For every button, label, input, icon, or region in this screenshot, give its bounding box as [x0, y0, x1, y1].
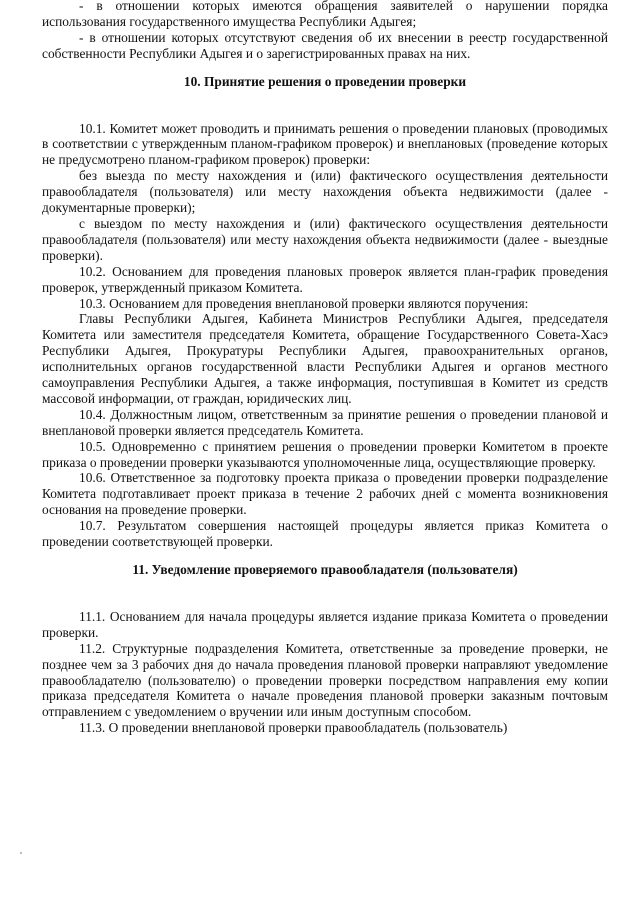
paragraph-11-3: 11.3. О проведении внеплановой проверки правообладатель (пользователь) — [79, 720, 508, 736]
section-11-heading: 11. Уведомление проверяемого правообладателя (пользователя) — [132, 562, 518, 577]
spacer — [42, 578, 608, 609]
paragraph-10-1-documentary: без выезда по месту нахождения и (или) фактического осуществления деятельности правообладателя (пользователя) или месту нахождения объекта недвижимости (далее - документарные проверки); — [42, 168, 608, 216]
scan-artifact-dot — [20, 852, 22, 854]
paragraph-10-4: 10.4. Должностным лицом, ответственным за принятие решения о проведении плановой и внеплановой проверки является председатель Комитета. — [42, 406, 608, 438]
paragraph-10-5: 10.5. Одновременно с принятием решения о проведении проверки Комитетом в проекте приказа о проведении проверки указываются уполномоченные лица, осуществляющие проверку. — [42, 438, 608, 470]
paragraph-10-3: 10.3. Основанием для проведения внеплановой проверки являются поручения: — [79, 295, 529, 311]
spacer — [42, 90, 608, 121]
paragraph-10-7: 10.7. Результатом совершения настоящей процедуры является приказ Комитета о проведении соответствующей проверки. — [42, 518, 608, 550]
paragraph-10-1-onsite: с выездом по месту нахождения и (или) фактического осуществления деятельности правообладателя (пользователя) или месту нахождения объекта недвижимости (далее - выездные проверки). — [42, 215, 608, 263]
paragraph-list-item-violations: - в отношении которых имеются обращения заявителей о нарушении порядка использования государственного имущества Республики Адыгея; — [42, 0, 608, 29]
paragraph-11-1: 11.1. Основанием для начала процедуры является издание приказа Комитета о проведении проверки. — [42, 608, 608, 640]
paragraph-10-2: 10.2. Основанием для проведения плановых проверок является план-график проведения проверок, утвержденный приказом Комитета. — [42, 263, 608, 295]
paragraph-10-3-instructions: Главы Республики Адыгея, Кабинета Министров Республики Адыгея, председателя Комитета или заместителя председателя Комитета, обращение Государственного Совета-Хасэ Республики Адыгея, Прокуратуры Республики Адыгея, правоохранительных органов, исполнительных органов государственной власти Республики Адыгея и органов местного самоуправления Республики Адыгея, а также информация, поступившая в Комитет из средств массовой информации, от граждан, юридических лиц. — [42, 311, 608, 406]
paragraph-10-1: 10.1. Комитет может проводить и принимать решения о проведении плановых (проводимых в соответствии с утвержденным планом-графиком проверок) и внеплановых (проведение которых не предусмотрено планом-графиком проверок) проверки: — [42, 120, 608, 168]
paragraph-10-6: 10.6. Ответственное за подготовку проекта приказа о проведении проверки подразделение Комитета подготавливает проект приказа в течение 2 рабочих дней с момента возникновения основания на проведение проверки. — [42, 470, 608, 518]
paragraph-list-item-no-registry: - в отношении которых отсутствуют сведения об их внесении в реестр государственной собственности Республики Адыгея и о зарегистрированных правах на них. — [42, 29, 608, 61]
paragraph-11-2: 11.2. Структурные подразделения Комитета, ответственные за проведение проверки, не позднее чем за 3 рабочих дня до начала проведения плановой проверки направляют уведомление правообладателю (пользователю) о проведении проверки посредством направления ему копии приказа председателя Комитета о начале проведения плановой проверки заказным почтовым отправлением с уведомлением о вручении или иным доступным способом. — [42, 640, 608, 720]
section-10-heading: 10. Принятие решения о проведении проверки — [183, 73, 467, 89]
document-page — [42, 0, 608, 736]
